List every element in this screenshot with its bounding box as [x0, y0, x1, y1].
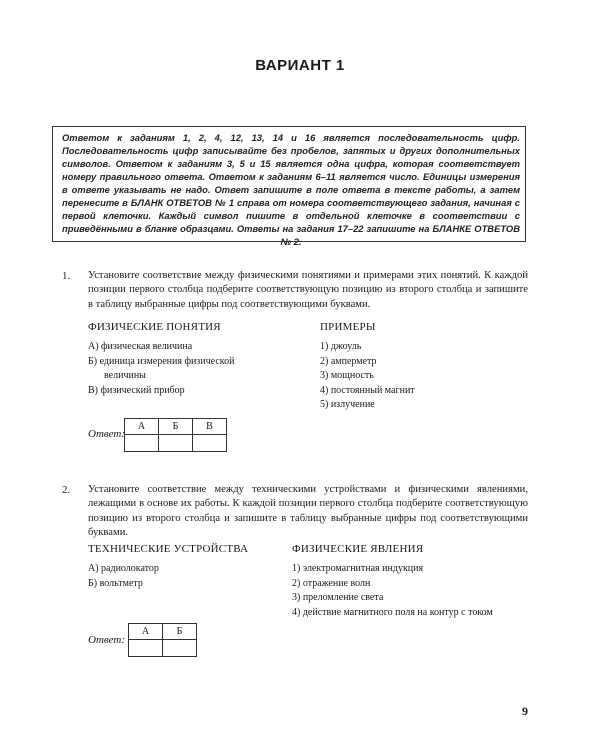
instructions-text: Ответом к заданиям 1, 2, 4, 12, 13, 14 и 16 является последовательность цифр. Последовательность цифр записывайте без пробелов, запятых и других дополнительных символов. Ответом к заданиям 3, 5 и 15 является одна цифра, которая соответствует номеру правильного ответа. Ответом к заданиям 6–11 является число. Единицы измерения в ответе указывать не надо. Ответ запишите в поле ответа в тексте работы, а затем перенесите в БЛАНК ОТВЕТОВ № 1 справа от номера соответствующего задания, начиная с первой клеточки. Каждый символ пишите в отдельной клеточке в соответствии с приведёнными в бланке образцами. Ответы на задания 17–22 запишите на БЛАНКЕ ОТВЕТОВ № 2. — [62, 132, 520, 247]
question-1-answer-label: Ответ: — [88, 428, 126, 440]
list-item: В) физический прибор — [88, 384, 185, 396]
question-2-answer-table — [128, 623, 197, 657]
answer-input-cell[interactable] — [129, 640, 163, 657]
question-1-number: 1. — [62, 270, 71, 282]
question-2-text: Установите соответствие между техническими устройствами и физическими явлениями, лежащими в основе их работы. К каждой позиции первого столбца подберите соответствующую позицию из второго столбца и запишите в таблицу выбранные цифры под соответствующими буквами. — [88, 484, 528, 538]
list-item: 1) электромагнитная индукция — [292, 563, 424, 574]
list-item: величины — [104, 370, 146, 381]
answer-header-cell: В — [193, 419, 227, 435]
question-1-right-header: ПРИМЕРЫ — [320, 321, 376, 333]
answer-input-cell[interactable] — [163, 640, 197, 657]
question-2-answer-label: Ответ: — [88, 634, 126, 646]
answer-header-cell: А — [129, 624, 163, 640]
answer-header-cell: Б — [163, 624, 197, 640]
question-1-text: Установите соответствие между физическими понятиями и примерами этих понятий. К каждой позиции первого столбца подберите соответствующую позицию из второго столбца и запишите в таблицу выбранные цифры под соответствующими буквами. — [88, 270, 528, 310]
answer-header-cell: Б — [159, 419, 193, 435]
question-1-answer-table — [124, 418, 227, 452]
list-item: 4) постоянный магнит — [320, 384, 415, 396]
question-1-right-list — [320, 340, 415, 413]
answer-input-cell[interactable] — [125, 435, 159, 452]
list-item: А) физическая величина — [88, 341, 193, 352]
list-item: 4) действие магнитного поля на контур с током — [292, 606, 493, 618]
list-item: 5) излучение — [320, 399, 375, 410]
page-title: ВАРИАНТ 1 — [255, 57, 345, 74]
question-1-left-header: ФИЗИЧЕСКИЕ ПОНЯТИЯ — [88, 321, 221, 333]
question-2-right-list — [292, 562, 493, 620]
question-2-left-header: ТЕХНИЧЕСКИЕ УСТРОЙСТВА — [88, 543, 249, 555]
question-2-right-header: ФИЗИЧЕСКИЕ ЯВЛЕНИЯ — [292, 543, 424, 555]
answer-input-cell[interactable] — [193, 435, 227, 452]
list-item: Б) вольтметр — [88, 577, 143, 589]
list-item: 1) джоуль — [320, 341, 362, 352]
question-2-left-list — [88, 562, 159, 591]
list-item: Б) единица измерения физической — [88, 355, 235, 367]
question-2-number: 2. — [62, 484, 71, 496]
list-item: 2) отражение волн — [292, 577, 371, 589]
list-item: А) радиолокатор — [88, 563, 159, 574]
answer-input-cell[interactable] — [159, 435, 193, 452]
list-item: 2) амперметр — [320, 355, 377, 367]
question-1-left-list — [88, 340, 234, 398]
list-item: 3) мощность — [320, 370, 374, 381]
page-number: 9 — [522, 704, 528, 718]
list-item: 3) преломление света — [292, 592, 384, 603]
answer-header-cell: А — [125, 419, 159, 435]
